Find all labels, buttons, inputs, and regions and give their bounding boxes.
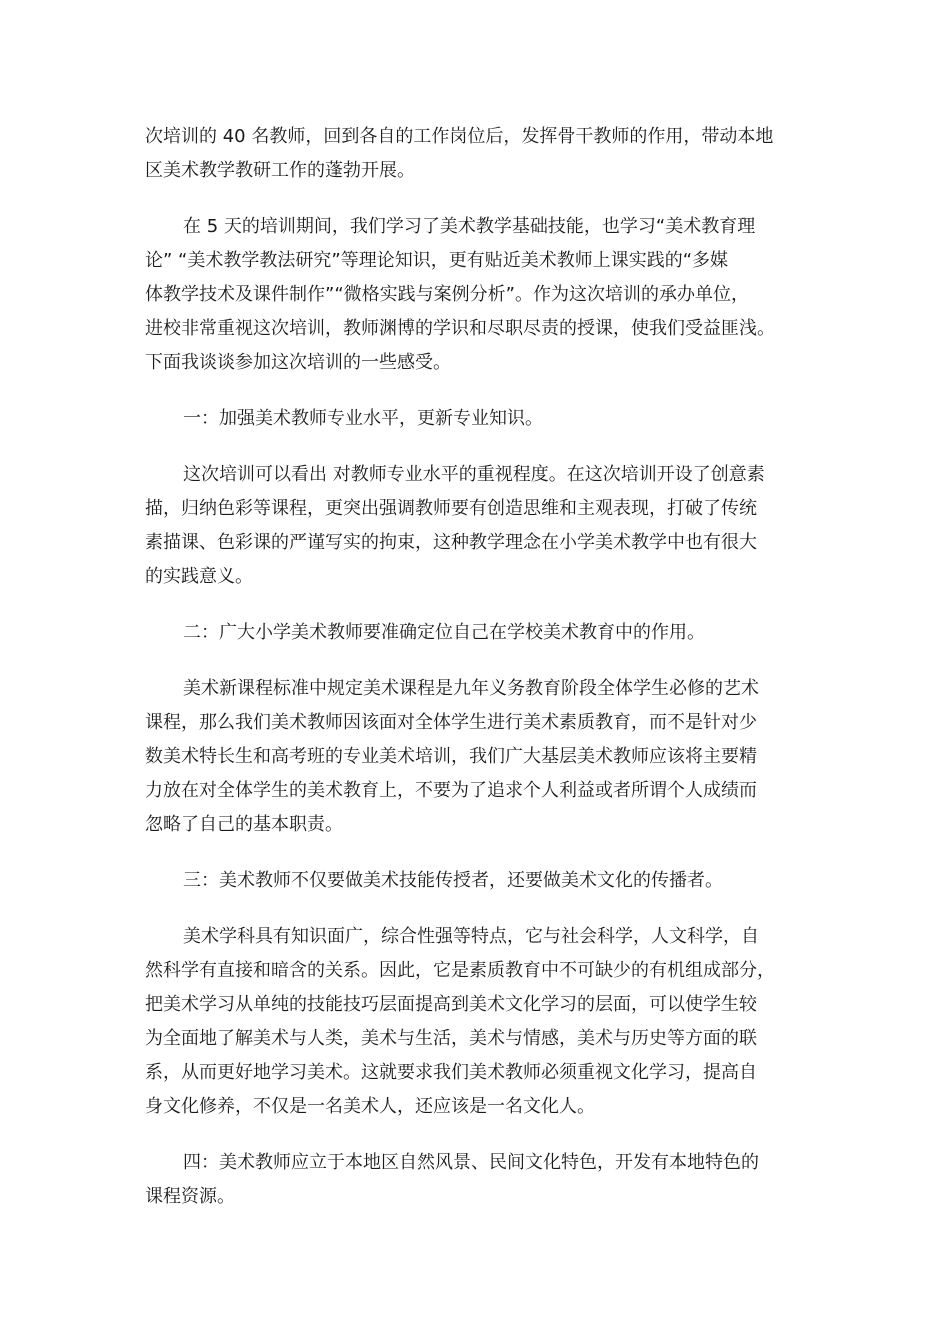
text-line: 力放在对全体学生的美术教育上，不要为了追求个人利益或者所谓个人成绩而 [145, 780, 757, 801]
text-line: 为全面地了解美术与人类，美术与生活，美术与情感，美术与历史等方面的联 [145, 1028, 757, 1049]
section-heading-4 [145, 1146, 820, 1214]
section-heading-1 [145, 402, 820, 436]
text-line: 数美术特长生和高考班的专业美术培训，我们广大基层美术教师应该将主要精 [145, 746, 757, 767]
text-line: 美术新课程标准中规定美术课程是九年义务教育阶段全体学生必修的艺术 [183, 678, 759, 699]
text-line: 在 5 天的培训期间，我们学习了美术教学基础技能，也学习“美术教育理 [183, 216, 756, 237]
text-line: 体教学技术及课件制作”“微格实践与案例分析”。作为这次培训的承办单位， [145, 284, 749, 305]
text-line: 忽略了自己的基本职责。 [145, 814, 343, 835]
text-line: 三：美术教师不仅要做美术技能传授者，还要做美术文化的传播者。 [183, 870, 723, 891]
text-line: 素描课、色彩课的严谨写实的拘束，这种教学理念在小学美术教学中也有很大 [145, 532, 757, 553]
text-line: 这次培训可以看出 对教师专业水平的重视程度。在这次培训开设了创意素 [183, 464, 765, 485]
text-line: 描，归纳色彩等课程，更突出强调教师要有创造思维和主观表现，打破了传统 [145, 498, 757, 519]
paragraph-section-3 [145, 920, 820, 1124]
text-line: 二：广大小学美术教师要准确定位自己在学校美术教育中的作用。 [183, 622, 705, 643]
text-line: 区美术教学教研工作的蓬勃开展。 [145, 160, 415, 181]
text-line: 一：加强美术教师专业水平，更新专业知识。 [183, 408, 543, 429]
paragraph-training-overview [145, 210, 820, 380]
text-line: 下面我谈谈参加这次培训的一些感受。 [145, 352, 451, 373]
paragraph-continuation [145, 120, 820, 188]
text-line: 课程，那么我们美术教师因该面对全体学生进行美术素质教育，而不是针对少 [145, 712, 757, 733]
text-line: 美术学科具有知识面广，综合性强等特点，它与社会科学，人文科学，自 [183, 926, 759, 947]
text-line: 次培训的 40 名教师，回到各自的工作岗位后，发挥骨干教师的作用，带动本地 [145, 126, 774, 147]
text-line: 论” “美术教学教法研究”等理论知识，更有贴近美术教师上课实践的“多媒 [145, 250, 729, 271]
paragraph-section-2 [145, 672, 820, 842]
paragraph-section-1 [145, 458, 820, 594]
text-line: 四：美术教师应立于本地区自然风景、民间文化特色，开发有本地特色的 [183, 1152, 759, 1173]
section-heading-3 [145, 864, 820, 898]
section-heading-2 [145, 616, 820, 650]
text-line: 进校非常重视这次培训，教师渊博的学识和尽职尽责的授课，使我们受益匪浅。 [145, 318, 775, 339]
text-line: 系，从而更好地学习美术。这就要求我们美术教师必须重视文化学习，提高自 [145, 1062, 757, 1083]
text-line: 课程资源。 [145, 1186, 235, 1207]
text-line: 然科学有直接和暗含的关系。因此，它是素质教育中不可缺少的有机组成部分， [145, 960, 775, 981]
text-line: 的实践意义。 [145, 566, 253, 587]
text-line: 身文化修养，不仅是一名美术人，还应该是一名文化人。 [145, 1096, 595, 1117]
text-line: 把美术学习从单纯的技能技巧层面提高到美术文化学习的层面，可以使学生较 [145, 994, 757, 1015]
document-body [145, 120, 820, 1236]
